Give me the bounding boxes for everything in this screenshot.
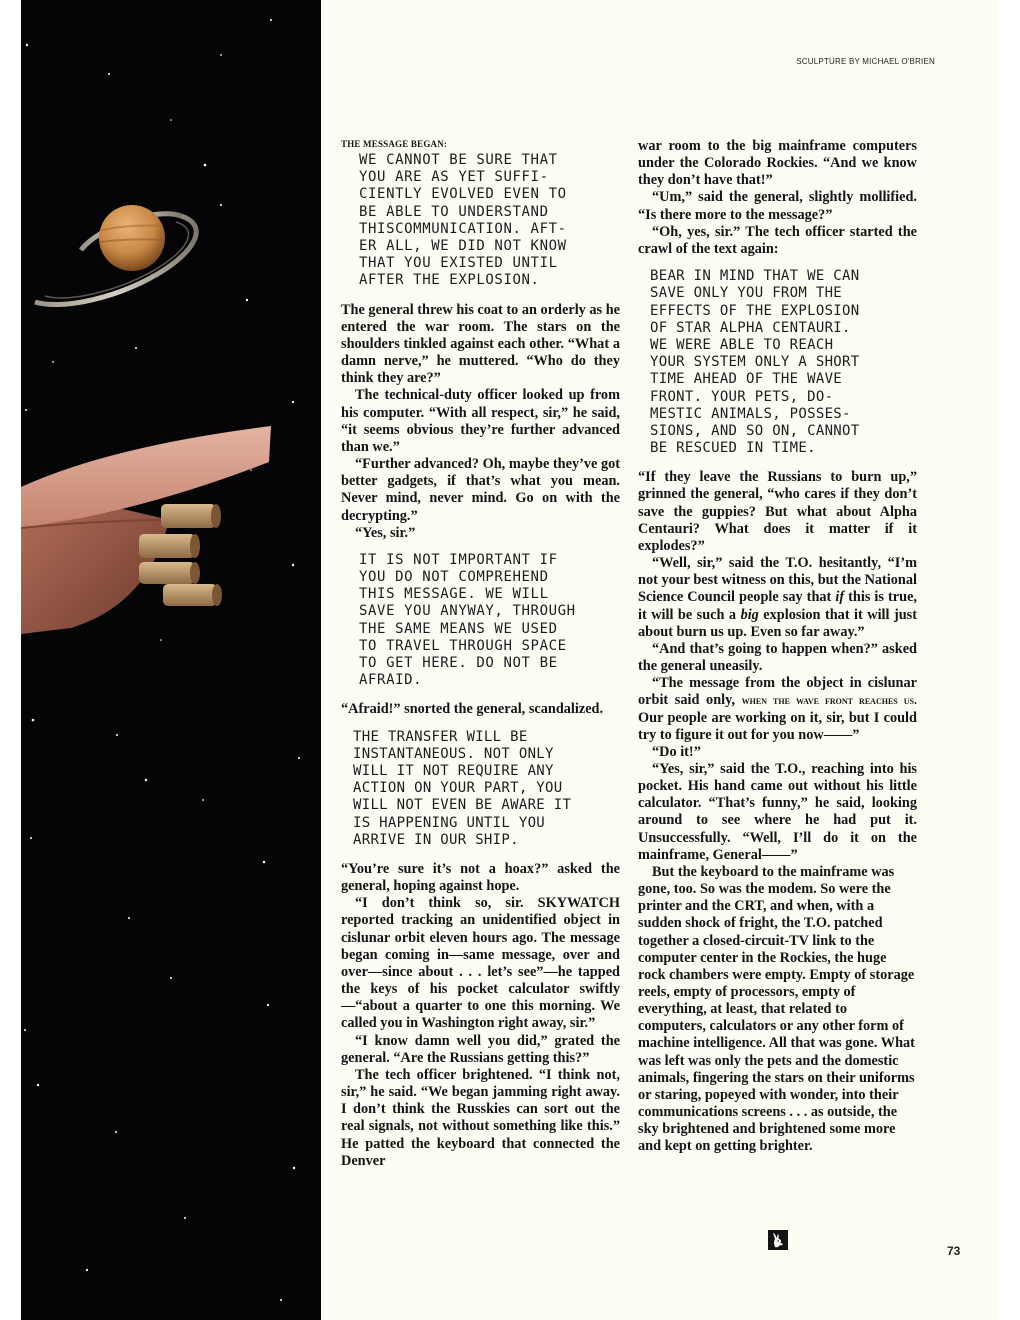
space-illustration [21,0,321,1320]
small-caps-quote: when the wave front reaches us. [741,693,917,708]
text-run: “Well, sir,” said the T.O. hesitantly, “I’m not your best witness on this, but the National Science Council people say that [638,555,917,606]
flying-saucer [21,426,271,634]
body-paragraph: “You’re sure it’s not a hoax?” asked the general, hoping against hope. [341,861,620,895]
body-paragraph: “I know damn well you did,” grated the general. “Are the Russians getting this?” [341,1032,620,1066]
body-paragraph: But the keyboard to the mainframe was gone, too. So was the modem. So were the printer and the CRT, and when, with a sudden shock of fright, the T.O. patched together a closed-circuit-TV link to the computer center in the Rockies, the huge rock chambers were empty. Empty of storage reels, empty of processors, empty of everything, at least, that related to computers, calculators or any other form of machine intelligence. All that was gone. What was left was only the pets and the domestic animals, fingering the stars on their uniforms or staring, popeyed with wonder, into their communications screens . . . as outside, the sky brightened and brightened some more and kept on getting brighter. [638,863,915,1155]
body-paragraph: “And that’s going to happen when?” asked the general uneasily. [638,640,917,675]
body-paragraph: “Um,” said the general, slightly mollified. “Is there more to the message?” [638,189,917,223]
text-run: this is true, it will be such a [638,589,917,623]
sculpture-credit: SCULPTURE BY MICHAEL O'BRIEN [796,57,935,66]
ringed-planet [35,205,196,305]
italic-word: if [835,589,845,606]
body-paragraph: “Do it!” [652,743,701,760]
body-paragraph [638,555,917,641]
body-paragraph [638,675,917,744]
alien-message-block: WE CANNOT BE SURE THAT YOU ARE AS YET SUFFI- CIENTLY EVOLVED EVEN TO BE ABLE TO UNDERSTAND THISCOMMUNICATION. AFT- ER ALL, WE DID NOT KNOW THAT YOU EXISTED UNTIL AFTER THE EXPLOSION. [359,152,567,289]
message-label: THE MESSAGE BEGAN: [341,139,448,149]
body-paragraph: The tech officer brightened. “I think not, sir,” he said. “We began jamming right away. I don’t think the Russkies can sort out the real signals, not without something like this.” He patted the keyboard that connected the Denver [341,1066,620,1169]
text-column-1 [341,138,620,1170]
body-paragraph: “I don’t think so, sir. SKYWATCH reported tracking an unidentified object in cislunar orbit eleven hours ago. The message began coming in—same message, over and over—since about . . . let’s see”—he tapped the keys of his pocket calculator swiftly—“about a quarter to one this morning. We called you in Washington right away, sir.” [341,895,620,1032]
alien-message-block: IT IS NOT IMPORTANT IF YOU DO NOT COMPREHEND THIS MESSAGE. WE WILL SAVE YOU ANYWAY, THROUGH THE SAME MEANS WE USED TO TRAVEL THROUGH SPACE TO GET HERE. DO NOT BE AFRAID. [359,551,576,689]
space-scene [21,0,321,1320]
body-paragraph: “Yes, sir.” [355,524,416,541]
body-paragraph: “Oh, yes, sir.” The tech officer started the crawl of the text again: [638,223,917,257]
body-paragraph: “If they leave the Russians to burn up,” grinned the general, “who cares if they don’t save the guppies? But what about Alpha Centauri? What does it matter if it explodes?” [638,469,917,554]
text-column-2 [638,138,917,1156]
body-paragraph: “Afraid!” snorted the general, scandalized. [341,701,604,718]
body-paragraph: “Further advanced? Oh, maybe they’ve got better gadgets, if that’s what you mean. Never mind, never mind. Go on with the decrypting.” [341,456,621,524]
alien-message-block: THE TRANSFER WILL BE INSTANTANEOUS. NOT ONLY WILL IT NOT REQUIRE ANY ACTION ON YOUR PART, YOU WILL NOT EVEN BE AWARE IT IS HAPPENING UNTIL YOU ARRIVE IN OUR SHIP. [353,728,572,848]
rabbit-head-icon [768,1230,788,1250]
body-paragraph: The general threw his coat to an orderly as he entered the war room. The stars on the shoulders tinkled against each other. “What a damn nerve,” he muttered. “Who do they think they are?” [341,301,620,387]
body-paragraph: war room to the big mainframe computers under the Colorado Rockies. “And we know they don’t have that!” [638,138,917,189]
text-run: Our people are working on it, sir, but I could try to figure it out for you now——” [638,709,917,743]
text-run: “The message from the object in cislunar orbit said only, [638,675,917,709]
star-field [24,19,300,1301]
alien-message-block: BEAR IN MIND THAT WE CAN SAVE ONLY YOU FROM THE EFFECTS OF THE EXPLOSION OF STAR ALPHA CENTAURI. WE WERE ABLE TO REACH YOUR SYSTEM ONLY A SHORT TIME AHEAD OF THE WAVE FRONT. YOUR PETS, DO- MESTIC ANIMALS, POSSES- SIONS, AND SO ON, CANNOT BE RESCUED IN TIME. [650,268,860,457]
italic-word: big [740,606,759,623]
text-run: explosion that it will just about burn us up. Even so far away.” [638,606,917,640]
body-paragraph: “Yes, sir,” said the T.O., reaching into his pocket. His hand came out without his little calculator. “That’s funny,” he said, looking around to see where he had put it. Unsuccessfully. “Well, I’ll do it on the mainframe, General——” [638,760,917,863]
body-paragraph: The technical-duty officer looked up from his computer. “With all respect, sir,” he said, “it seems obvious they’re further advanced than we.” [341,387,620,455]
page-number: 73 [947,1244,961,1258]
